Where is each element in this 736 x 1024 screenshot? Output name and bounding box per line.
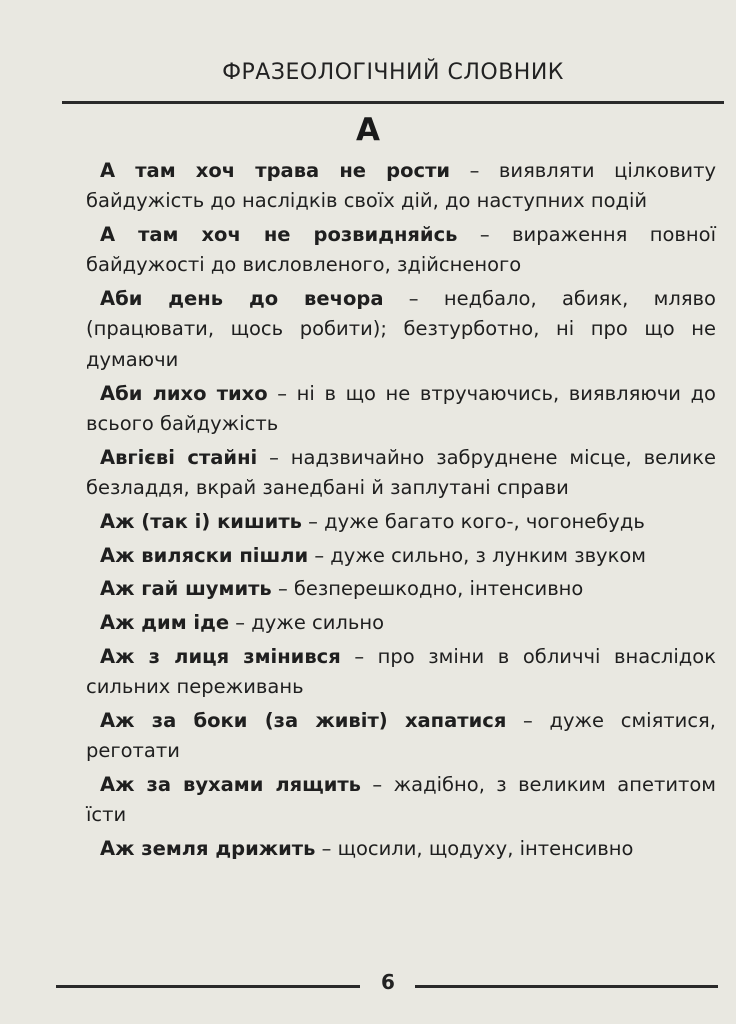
- entry-term: Аж виляски пішли: [100, 543, 309, 567]
- entry-aby-lykho: [86, 379, 716, 440]
- footer-rule-left: [56, 985, 360, 988]
- entry-term: Аж за вухами лящить: [100, 773, 362, 797]
- page-number: 6: [381, 970, 395, 994]
- entry-a-tam-khoch-trava: [86, 156, 716, 217]
- entry-term: Аж за боки (за живіт) хапатися: [100, 709, 507, 733]
- entry-azh-dym-ide: [86, 608, 716, 638]
- entry-definition: – вираження повної байдужості до висловленого, здійсненого: [86, 223, 716, 277]
- entry-a-tam-khoch-ne-rozvydniais: [86, 220, 716, 281]
- entry-avgiievi-staini: [86, 443, 716, 504]
- section-letter: А: [356, 112, 380, 148]
- entry-definition: – безперешкодно, інтенсивно: [271, 577, 584, 601]
- entry-term: Аж з лиця змінився: [100, 644, 341, 668]
- entry-definition: – дуже сильно, з лунким звуком: [308, 543, 647, 567]
- entry-definition: – дуже сильно: [229, 611, 385, 635]
- running-title: ФРАЗЕОЛОГІЧНИЙ СЛОВНИК: [222, 60, 564, 85]
- entry-term: Аж гай шумить: [100, 577, 272, 601]
- entry-definition: – дуже сміятися, реготати: [86, 709, 716, 763]
- entry-term: Аж (так і) кишить: [100, 509, 302, 533]
- entry-azh-kyshyt: [86, 507, 716, 537]
- entry-definition: – дуже багато кого-, чогонебудь: [301, 509, 645, 533]
- entry-term: Аби день до вечора: [100, 287, 384, 311]
- footer-rule-right: [415, 985, 718, 988]
- entry-definition: – недбало, абияк, мляво (працювати, щось робити); безтурботно, ні про що не думаючи: [86, 287, 716, 371]
- entry-azh-za-vukhamy: [86, 770, 716, 831]
- entry-definition: – виявляти цілковиту байдужість до наслідків своїх дій, до наступних подій: [86, 159, 717, 213]
- entry-azh-z-lytsia: [86, 642, 716, 703]
- entry-term: А там хоч трава не рости: [100, 159, 451, 182]
- entry-definition: – надзвичайно забруднене місце, велике безладдя, вкрай занедбані й заплутані справи: [86, 445, 717, 499]
- entry-definition: – ні в що не втручаючись, виявляючи до всього байдужість: [86, 381, 716, 435]
- entry-term: Аж дим іде: [100, 611, 230, 635]
- entry-definition: – про зміни в обличчі внаслідок сильних переживань: [86, 644, 716, 699]
- entry-azh-gai-shumyt: [86, 574, 716, 604]
- entry-definition: – жадібно, з великим апетитом їсти: [86, 773, 716, 827]
- entry-term: Аби лихо тихо: [100, 381, 268, 405]
- entry-term: Аж земля дрижить: [100, 837, 316, 861]
- entry-definition: – щосили, щодуху, інтенсивно: [315, 837, 634, 861]
- entry-azh-za-boky: [86, 706, 716, 767]
- entry-term: А там хоч не розвидняйсь: [100, 223, 458, 247]
- entry-azh-zemlia: [86, 834, 716, 864]
- entry-list: [86, 156, 716, 868]
- entry-aby-den: [86, 284, 716, 375]
- entry-term: Авгієві стайні: [100, 445, 258, 469]
- entry-azh-vylasky: [86, 541, 716, 571]
- header-rule: [62, 101, 724, 104]
